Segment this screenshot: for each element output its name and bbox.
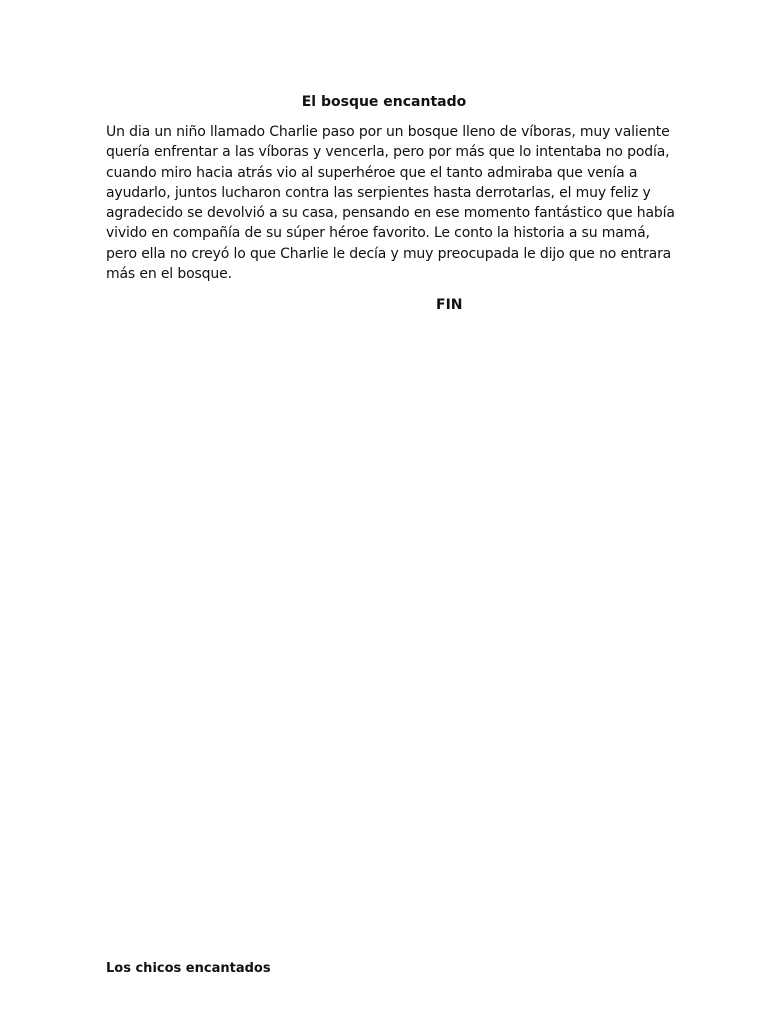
story-body bbox=[106, 122, 675, 284]
story-line: Un dia un niño llamado Charlie paso por un bosque lleno de víboras, muy valiente bbox=[106, 124, 670, 140]
story-line: ayudarlo, juntos lucharon contra las serpientes hasta derrotarlas, el muy feliz y bbox=[106, 184, 651, 201]
story-line: agradecido se devolvió a su casa, pensando en ese momento fantástico que había bbox=[106, 205, 675, 222]
story-line: pero ella no creyó lo que Charlie le decía y muy preocupada le dijo que no entrara bbox=[106, 245, 672, 262]
story-line: quería enfrentar a las víboras y vencerla, pero por más que lo intentaba no podía, bbox=[106, 144, 670, 161]
story-title: El bosque encantado bbox=[301, 94, 467, 110]
story-line: cuando miro hacia atrás vio al superhéroe que el tanto admiraba que venía a bbox=[106, 164, 638, 181]
next-story-title: Los chicos encantados bbox=[106, 961, 271, 976]
story-line: más en el bosque. bbox=[106, 266, 232, 283]
story-line: vivido en compañía de su súper héroe favorito. Le conto la historia a su mamá, bbox=[106, 225, 650, 242]
end-label: FIN bbox=[436, 297, 463, 313]
